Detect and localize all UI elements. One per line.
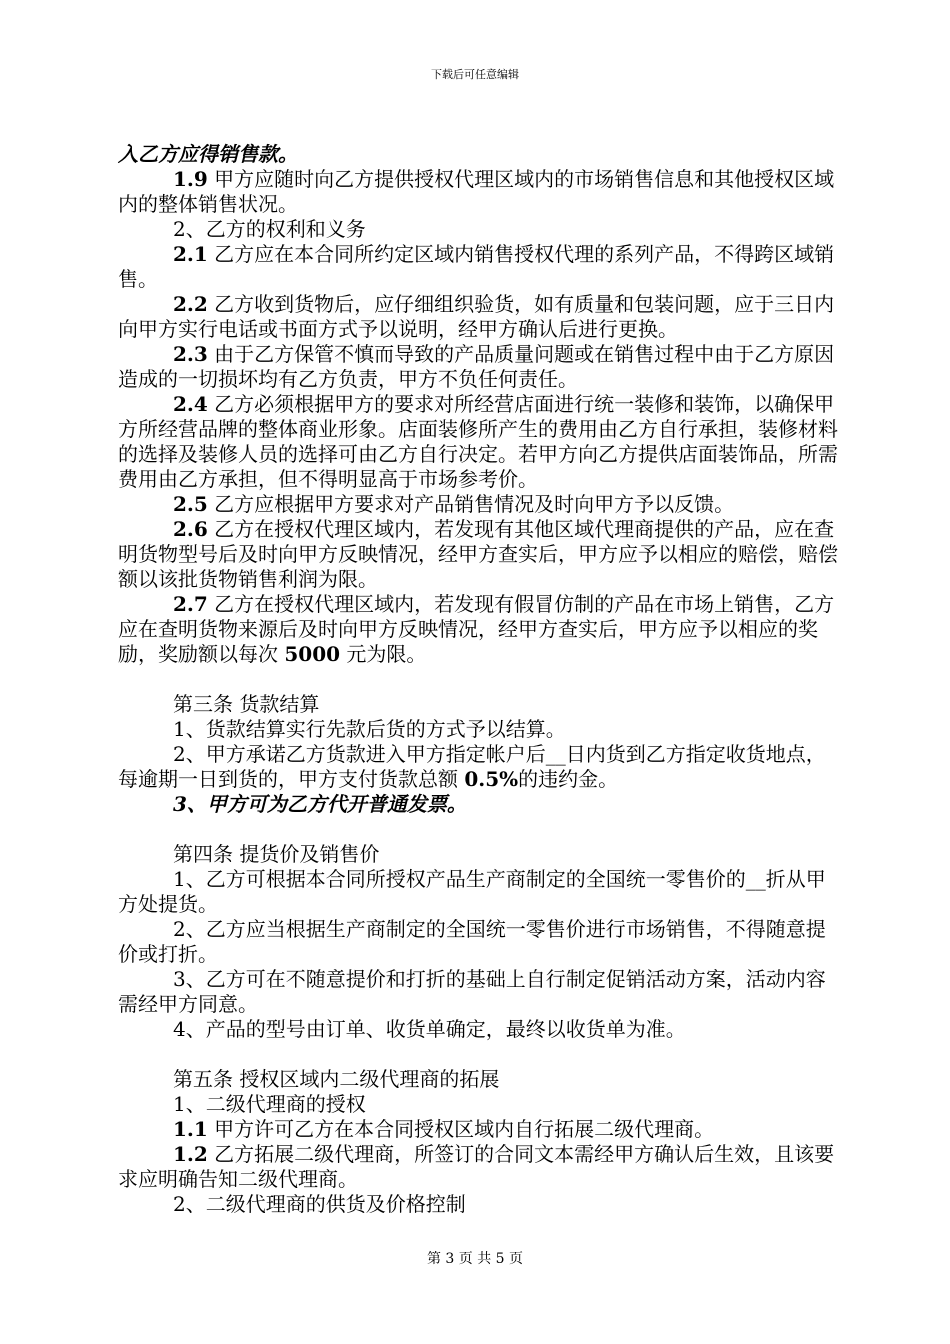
clause-number: 1.9 [173,167,208,191]
section-5-subheading-2: 2、二级代理商的供货及价格控制 [173,1192,466,1216]
section-4-item-4: 4、产品的型号由订单、收货单确定，最终以收货单为准。 [173,1017,686,1041]
section-3-item-3: 3、甲方可为乙方代开普通发票。 [173,792,467,816]
section-3-item-2 [118,742,842,792]
clause-text: 的违约金。 [518,767,619,791]
section-4-title: 第四条 提货价及销售价 [173,842,380,866]
clause-text: 乙方应在本合同所约定区域内销售授权代理的系列产品，不得跨区域销售。 [118,242,835,291]
clause-number: 2.2 [173,292,208,316]
clause-2-6 [118,517,842,592]
section-3-title: 第三条 货款结算 [173,692,320,716]
clause-text: 乙方必须根据甲方的要求对所经营店面进行统一装修和装饰，以确保甲方所经营品牌的整体商业形象。店面装修所产生的费用由乙方自行承担，装修材料的选择及装修人员的选择可由乙方自行决定。若甲方向乙方提供店面装饰品，所需费用由乙方承担，但不得明显高于市场参考价。 [118,392,838,491]
clause-number: 1.2 [173,1142,208,1166]
clause-text: 乙方在授权代理区域内，若发现有假冒仿制的产品在市场上销售，乙方应在查明货物来源后及时向甲方反映情况，经甲方查实后，甲方应予以相应的奖励，奖励额以每次 [118,592,835,666]
spacer [118,1042,842,1067]
clause-2-7 [118,592,842,667]
section-5-title: 第五条 授权区域内二级代理商的拓展 [173,1067,500,1091]
clause-2-5 [118,492,842,517]
reward-amount: 5000 [284,642,341,666]
clause-text: 乙方拓展二级代理商，所签订的合同文本需经甲方确认后生效，且该要求应明确告知二级代理商。 [118,1142,835,1191]
penalty-rate: 0.5% [464,767,519,791]
clause-number: 2.3 [173,342,208,366]
clause-2-4 [118,392,842,492]
clause-number: 2.7 [173,592,208,616]
clause-text: 元为限。 [340,642,427,666]
section-5-subheading-1: 1、二级代理商的授权 [173,1092,366,1116]
clause-text: 乙方应根据甲方要求对产品销售情况及时向甲方予以反馈。 [207,492,735,516]
clause-2-1 [118,242,842,292]
clause-number: 2.4 [173,392,208,416]
section-3-item-1: 1、货款结算实行先款后货的方式予以结算。 [173,717,566,741]
clause-text: 2、甲方承诺乙方货款进入甲方指定帐户后__日内货到乙方指定收货地点，每逾期一日到货的，甲方支付货款总额 [118,742,826,791]
clause-number: 1.1 [173,1117,208,1141]
page-number-footer: 第 3 页 共 5 页 [426,1251,524,1267]
continued-text: 入乙方应得销售款。 [118,142,298,166]
clause-2-2 [118,292,842,342]
spacer [118,667,842,692]
clause-1-9 [118,167,842,217]
clause-text: 乙方在授权代理区域内，若发现有其他区域代理商提供的产品，应在查明货物型号后及时向甲方反映情况，经甲方查实后，甲方应予以相应的赔偿，赔偿额以该批货物销售利润为限。 [118,517,838,591]
spacer [118,817,842,842]
section-4-item-1: 1、乙方可根据本合同所授权产品生产商制定的全国统一零售价的__折从甲方处提货。 [118,867,826,916]
subheading-party-b-rights: 2、乙方的权利和义务 [173,217,366,241]
clause-number: 2.6 [173,517,208,541]
section-4-item-3: 3、乙方可在不随意提价和打折的基础上自行制定促销活动方案，活动内容需经甲方同意。 [118,967,826,1016]
clause-text: 甲方许可乙方在本合同授权区域内自行拓展二级代理商。 [207,1117,715,1141]
clause-number: 2.1 [173,242,208,266]
clause-text: 由于乙方保管不慎而导致的产品质量问题或在销售过程中由于乙方原因造成的一切损坏均有乙方负责，甲方不负任何责任。 [118,342,835,391]
clause-2-3 [118,342,842,392]
section-4-item-2: 2、乙方应当根据生产商制定的全国统一零售价进行市场销售，不得随意提价或打折。 [118,917,826,966]
page-header: 下载后可任意编辑 [431,68,519,81]
document-body [118,142,842,1217]
clause-5-1-1 [118,1117,842,1142]
clause-5-1-2 [118,1142,842,1192]
clause-text: 乙方收到货物后，应仔细组织验货，如有质量和包装问题，应于三日内向甲方实行电话或书面方式予以说明，经甲方确认后进行更换。 [118,292,835,341]
clause-number: 2.5 [173,492,208,516]
clause-text: 甲方应随时向乙方提供授权代理区域内的市场销售信息和其他授权区域内的整体销售状况。 [118,167,835,216]
